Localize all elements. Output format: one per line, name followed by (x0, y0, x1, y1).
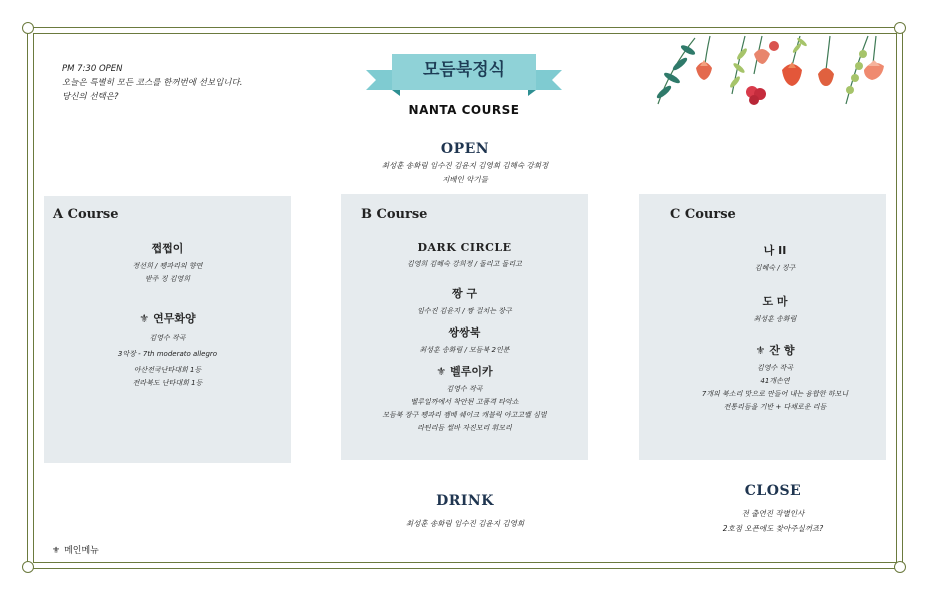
menu-item-detail: 전라북도 난타대회 1등 (132, 379, 203, 387)
corner-ornament (894, 22, 906, 34)
menu-item-title: 짱 구 (451, 287, 478, 300)
page-title: 모듬북정식 (422, 60, 506, 80)
page-subtitle: NANTA COURSE (408, 103, 520, 117)
intro-line: 당신의 선택은? (62, 92, 119, 102)
legend-label: 메인메뉴 (64, 546, 99, 556)
close-heading: CLOSE (744, 483, 802, 499)
menu-item-detail: 김영수 작곡 (756, 364, 794, 372)
menu-item-title: 쌍쌍북 (448, 326, 481, 339)
menu-item-detail: 3악장 - 7th moderato allegro (117, 350, 218, 358)
close-line: 전 출연진 작별인사 (741, 509, 805, 518)
title-banner (366, 50, 562, 100)
course-b-menu (341, 241, 588, 435)
menu-item-detail: 벨루일까에서 착안된 고품격 타악쇼 (410, 398, 519, 406)
course-c-menu (639, 242, 926, 414)
menu-item-detail: 7개의 북소리 맛으로 만들어 내는 융합한 하모니 (701, 390, 849, 398)
menu-item-label: 잔 향 (769, 344, 795, 357)
menu-item-title-main (639, 342, 911, 358)
legend (52, 543, 99, 556)
menu-item-detail: 41개손연 (760, 377, 790, 385)
open-time: PM 7:30 OPEN (62, 64, 123, 74)
corner-ornament (22, 561, 34, 573)
fleur-de-lis-icon: ⚜ (139, 312, 150, 325)
menu-item-title-main (341, 363, 588, 379)
corner-ornament (22, 22, 34, 34)
course-a-menu (44, 240, 291, 390)
menu-item-title: 쩝쩝이 (151, 242, 184, 255)
open-heading: OPEN (440, 141, 490, 157)
corner-ornament (894, 561, 906, 573)
course-a-title: A Course (53, 207, 119, 222)
floral-decoration (650, 34, 895, 110)
fleur-de-lis-icon: ⚜ (755, 344, 766, 357)
menu-item-title-main (44, 310, 291, 326)
menu-item-detail: 김영수 작곡 (446, 385, 483, 393)
intro-line: 오늘은 특별히 모든 코스를 한꺼번에 선보입니다. (62, 78, 243, 88)
open-performers: 최성훈 송화림 임수진 김윤지 김영희 김혜숙 강희정 (381, 161, 549, 170)
menu-item-detail: 김영희 김혜숙 강희정 / 돌리고 돌리고 (407, 260, 522, 268)
menu-item-detail: 아산전국난타대회 1등 (133, 366, 202, 374)
menu-item-detail: 받주 징 김영희 (144, 275, 191, 283)
menu-item-detail: 모듬북 장구 꽹과리 젬베 쉐이크 캐블릭 아고고벨 심벌 (382, 411, 547, 419)
drink-performers: 최성훈 송화림 임수진 김윤지 김영희 (405, 519, 525, 528)
course-b-title: B Course (361, 207, 428, 222)
menu-item-detail: 정선희 / 꽹과리의 향연 (132, 262, 203, 270)
menu-item-detail: 전통리듬을 기반 + 다채로운 리듬 (723, 403, 827, 411)
menu-item-title: 나 II (763, 244, 787, 257)
menu-item-detail: 최성훈 송화림 / 모듬북 2인분 (419, 346, 510, 354)
menu-item-detail: 김영수 작곡 (149, 334, 186, 342)
menu-item-title: 도 마 (762, 295, 788, 308)
course-c-title: C Course (670, 207, 736, 222)
fleur-de-lis-icon: ⚜ (436, 365, 447, 378)
menu-item-detail: 최성훈 송화림 (753, 315, 797, 323)
menu-item-detail: 임수진 김윤지 / 짱 걸치는 장구 (417, 307, 512, 315)
menu-item-title: DARK CIRCLE (417, 241, 512, 254)
fleur-de-lis-icon: ⚜ (52, 546, 61, 556)
menu-item-label: 벨루이카 (450, 365, 493, 378)
menu-item-detail: 라틴리듬 썰바 자진모리 휘모리 (417, 424, 512, 432)
menu-item-detail: 김혜숙 / 징구 (754, 264, 796, 272)
close-line: 2호점 오픈에도 찾아주실꺼죠? (722, 524, 824, 533)
open-instruments: 지배인 악기들 (442, 175, 488, 184)
menu-item-label: 연무화양 (153, 312, 196, 325)
drink-heading: DRINK (436, 493, 494, 509)
intro-text (62, 62, 242, 104)
